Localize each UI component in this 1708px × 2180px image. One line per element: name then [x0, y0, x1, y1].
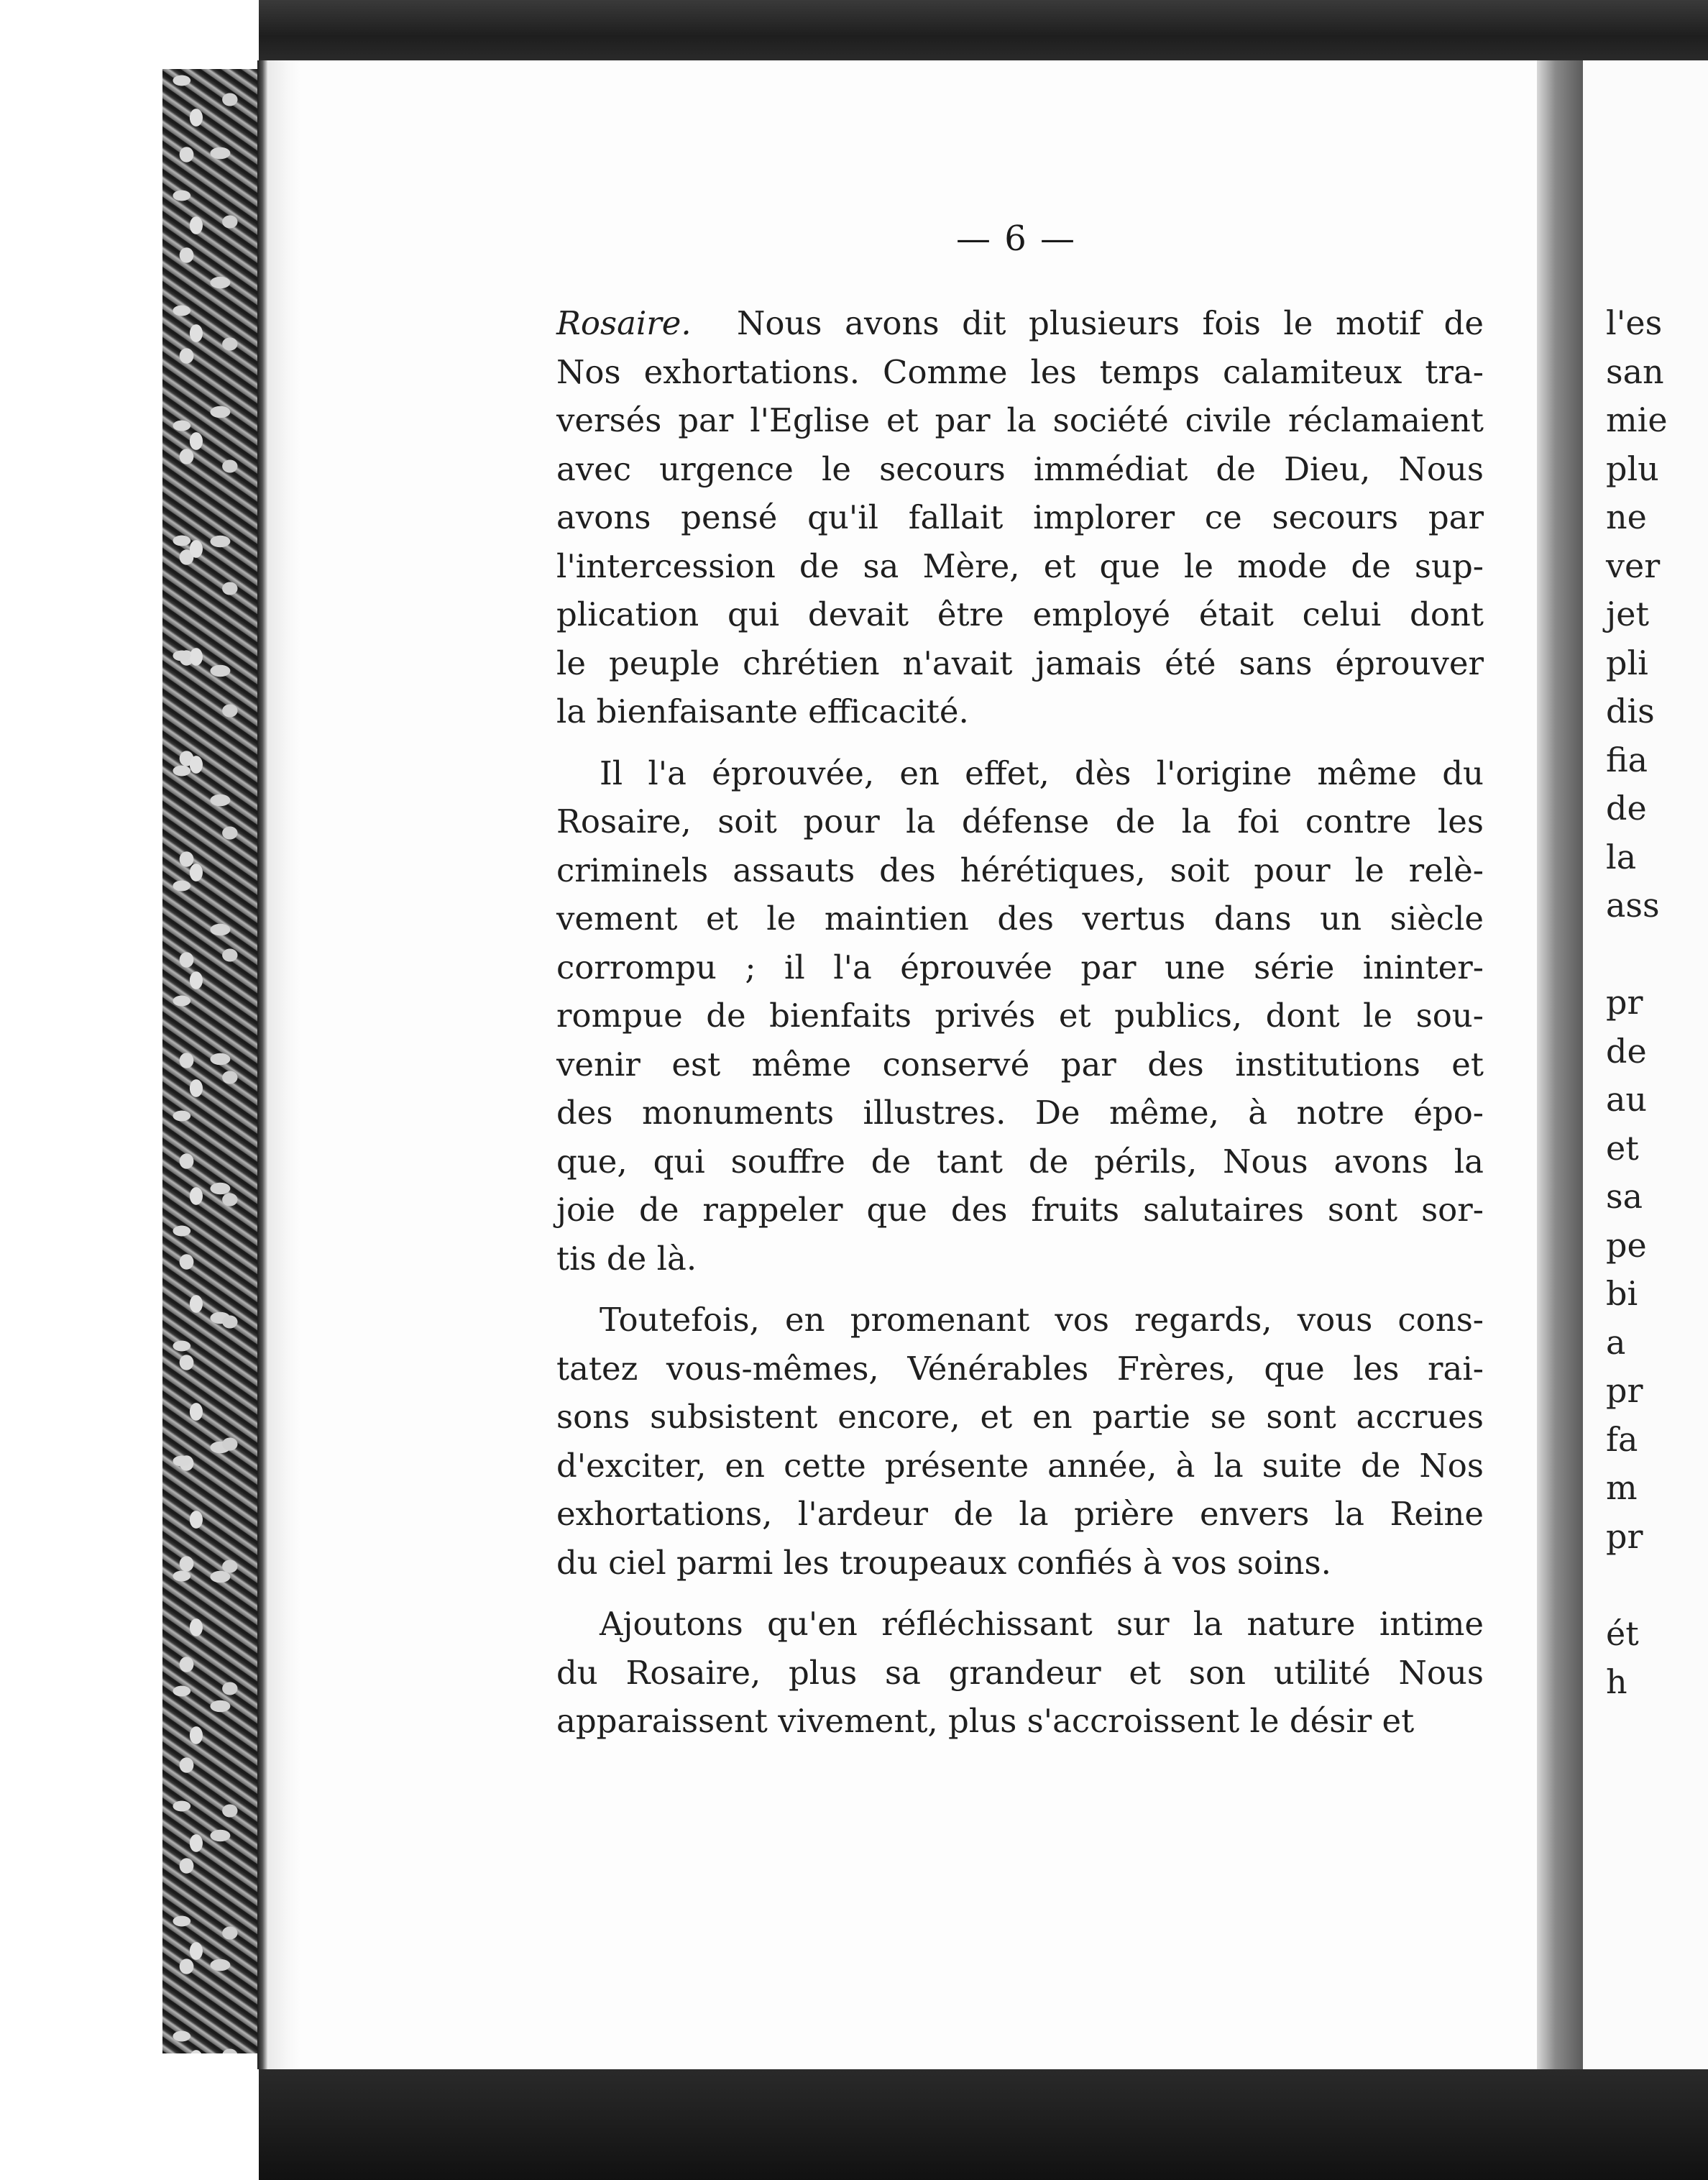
facing-page-fragment: jet: [1606, 595, 1649, 633]
facing-page-fragment: pe: [1606, 1225, 1647, 1265]
paragraph-gap: [556, 1283, 1484, 1296]
facing-page-fragment: ver: [1606, 546, 1661, 585]
text-line: Il l'a éprouvée, en effet, dès l'origine même du: [600, 754, 1484, 792]
text-line: Ajoutons qu'en réfléchissant sur la nature intime: [600, 1605, 1484, 1643]
text-line: d'exciter, en cette présente année, à la suite de Nos: [556, 1446, 1484, 1485]
facing-page-fragment: dis: [1606, 692, 1655, 731]
facing-page-fragment: de: [1606, 1031, 1647, 1071]
text-line: avons pensé qu'il fallait implorer ce secours par: [556, 498, 1484, 536]
text-line: du ciel parmi les troupeaux confiés à vos soins.: [556, 1543, 1331, 1582]
text-line: exhortations, l'ardeur de la prière envers la Reine: [556, 1495, 1484, 1533]
text-line: Nos exhortations. Comme les temps calamiteux tra-: [556, 352, 1484, 391]
facing-page-fragment: mie: [1606, 400, 1668, 439]
facing-page-fragment: h: [1606, 1662, 1627, 1701]
page-edge-shading: [267, 60, 300, 2069]
text-line: joie de rappeler que des fruits salutaires sont sor-: [556, 1191, 1484, 1229]
facing-page-fragment: ass: [1606, 886, 1660, 925]
facing-page-fragment: san: [1606, 352, 1664, 391]
facing-page-fragment: bi: [1606, 1274, 1638, 1313]
text-line: tis de là.: [556, 1239, 697, 1278]
facing-page-fragment: et: [1606, 1128, 1639, 1168]
text-line: la bienfaisante efficacité.: [556, 692, 969, 731]
facing-page-fragment: pli: [1606, 643, 1648, 682]
facing-page-fragment: plu: [1606, 449, 1659, 488]
text-line: sons subsistent encore, et en partie se sont accrues: [556, 1398, 1484, 1436]
facing-page-fragment: ne: [1606, 498, 1647, 536]
facing-page-fragment: a: [1606, 1322, 1626, 1362]
page-number: — 6 —: [956, 219, 1077, 259]
facing-page-fragment: m: [1606, 1468, 1638, 1507]
text-line: plication qui devait être employé était celui dont: [556, 595, 1484, 633]
facing-page-fragment: au: [1606, 1080, 1648, 1119]
text-line: Toutefois, en promenant vos regards, vous cons-: [600, 1301, 1484, 1339]
marbled-book-cover: [162, 69, 259, 2053]
text-line: rompue de bienfaits privés et publics, dont le sou-: [556, 997, 1484, 1035]
text-line: criminels assauts des hérétiques, soit pour le relè-: [556, 851, 1484, 889]
text-line: [556, 299, 1484, 348]
text-line: venir est même conservé par des institutions et: [556, 1045, 1484, 1084]
text-line: avec urgence le secours immédiat de Dieu, Nous: [556, 449, 1484, 488]
body-text: [556, 299, 1484, 1746]
text-line: tatez vous-mêmes, Vénérables Frères, que les rai-: [556, 1349, 1484, 1388]
scan-bottom-edge: [259, 2069, 1708, 2180]
facing-page-fragment: ét: [1606, 1613, 1639, 1653]
facing-page-fragment: fia: [1606, 740, 1648, 779]
text-line: des monuments illustres. De même, à notre épo-: [556, 1094, 1484, 1132]
facing-page-fragment: pr: [1606, 983, 1643, 1022]
text-line: Rosaire, soit pour la défense de la foi contre les: [556, 802, 1484, 841]
text-line: apparaissent vivement, plus s'accroissent le désir et: [556, 1702, 1415, 1740]
paragraph: [556, 749, 1484, 1283]
text-line: vement et le maintien des vertus dans un siècle: [556, 899, 1484, 938]
scan-top-edge: [259, 0, 1708, 60]
facing-page-fragment: sa: [1606, 1177, 1643, 1216]
text-line: versés par l'Eglise et par la société civile réclamaient: [556, 401, 1484, 439]
facing-page-fragment: la: [1606, 837, 1637, 876]
book-gutter: [1537, 60, 1583, 2069]
facing-page-fragment: l'es: [1606, 303, 1663, 342]
facing-page-fragment: de: [1606, 789, 1647, 828]
paragraph-gap: [556, 1587, 1484, 1600]
text-line: que, qui souffre de tant de périls, Nous avons la: [556, 1142, 1484, 1181]
text-line: corrompu ; il l'a éprouvée par une série ininter-: [556, 948, 1484, 986]
text-line: le peuple chrétien n'avait jamais été sans éprouver: [556, 644, 1484, 682]
paragraph: [556, 1600, 1484, 1746]
line-text: Nous avons dit plusieurs fois le motif de: [691, 304, 1484, 342]
cover-edge: [257, 60, 267, 2069]
facing-page-fragment: pr: [1606, 1516, 1643, 1556]
paragraph: [556, 1296, 1484, 1587]
text-line: l'intercession de sa Mère, et que le mode de sup-: [556, 546, 1484, 585]
text-line: du Rosaire, plus sa grandeur et son utilité Nous: [556, 1653, 1484, 1692]
italic-word: Rosaire.: [556, 304, 692, 342]
facing-page-fragment: pr: [1606, 1371, 1643, 1410]
paragraph: [556, 299, 1484, 736]
facing-page-fragment: fa: [1606, 1419, 1638, 1459]
paragraph-gap: [556, 736, 1484, 749]
